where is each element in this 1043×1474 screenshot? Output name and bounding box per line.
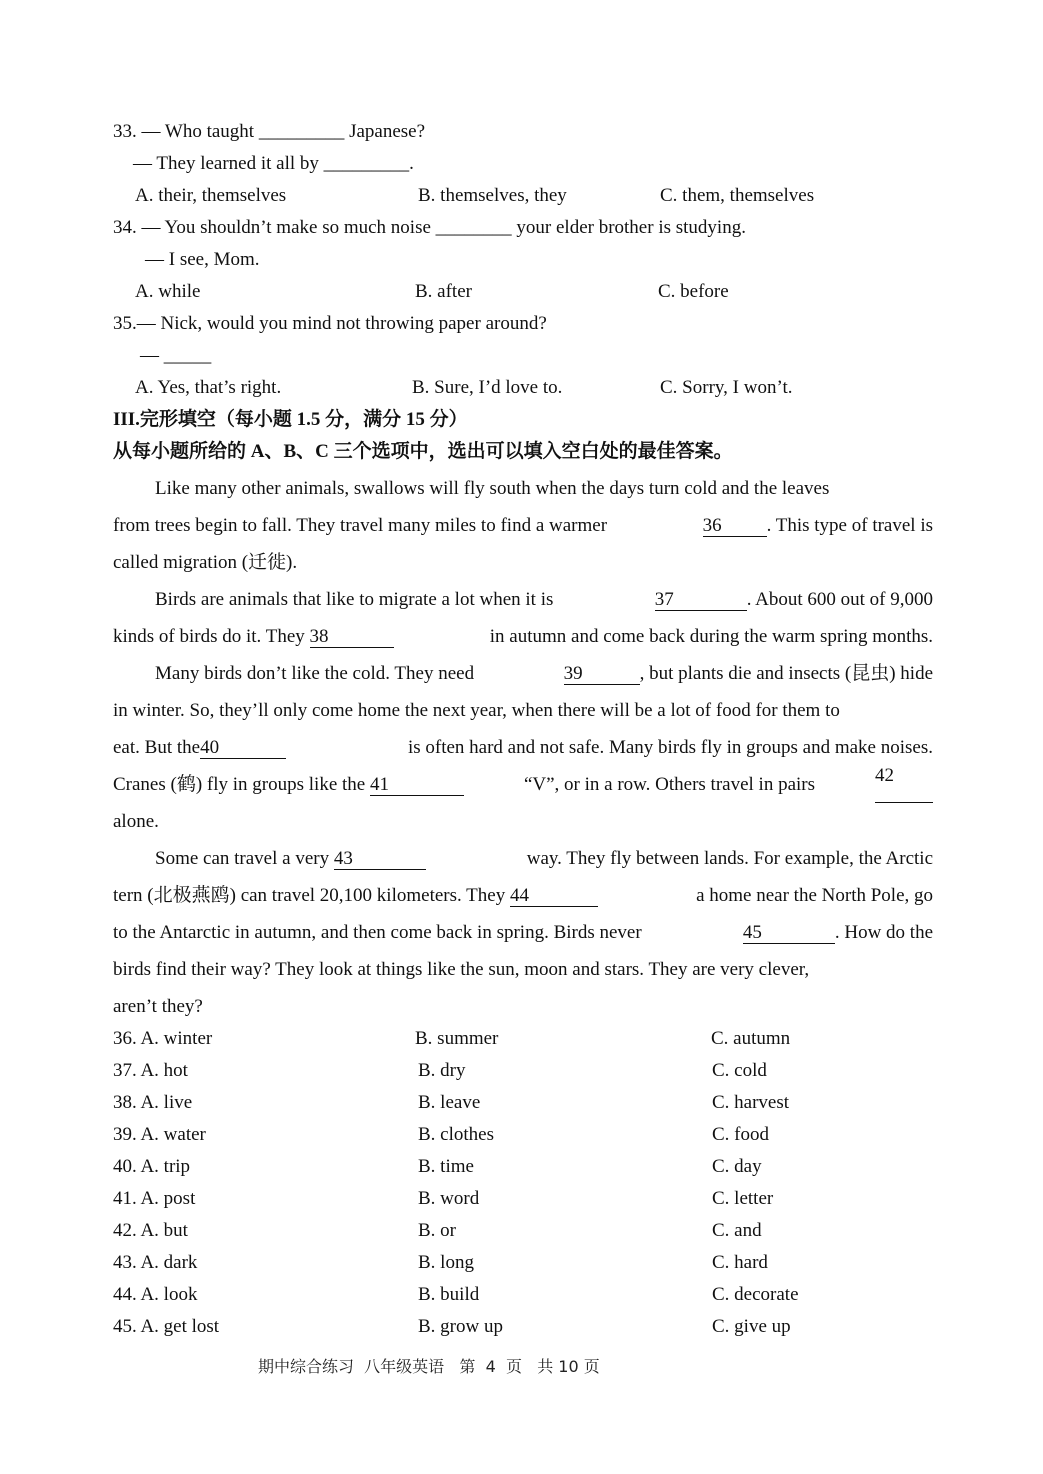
choice-36-b: B. summer [415,1028,499,1049]
passage-text: Some can travel a very [155,848,330,869]
choice-42-a: 42. A. but [113,1220,188,1241]
passage-line [113,729,933,766]
choice-44-b: B. build [418,1284,480,1305]
passage-line [113,988,933,1025]
choice-39-a: 39. A. water [113,1124,206,1145]
passage-text: . About 600 out of 9,000 [746,589,933,610]
choice-41-c: C. letter [712,1188,774,1209]
question-35-option-b: B. Sure, I’d love to. [412,377,563,398]
passage-line [113,470,933,507]
choice-43-b: B. long [418,1252,474,1273]
passage-line [113,507,933,544]
passage-line [113,618,933,655]
question-35-stem: 35.— Nick, would you mind not throwing paper around? [113,313,547,334]
choice-40-a: 40. A. trip [113,1156,191,1177]
choice-38-c: C. harvest [712,1092,790,1113]
passage-text: . How do the [834,922,933,943]
question-34-reply: — I see, Mom. [145,249,260,270]
blank-43: 43 [334,849,426,870]
passage-text: , but plants die and insects (昆虫) hide [639,663,933,684]
question-35-option-c: C. Sorry, I won’t. [660,377,793,398]
question-34-option-c: C. before [658,281,729,302]
blank-37: 37 [655,590,747,611]
choice-36-c: C. autumn [711,1028,791,1049]
blank-40: 40 [200,738,286,759]
passage-text: birds find their way? They look at things like the sun, moon and stars. They are very clever, [113,959,810,980]
choice-45-b: B. grow up [418,1316,503,1337]
choice-44-a: 44. A. look [113,1284,198,1305]
passage-text: a home near the North Pole, go [696,885,933,906]
blank-45: 45 [743,923,835,944]
passage-line [113,877,933,914]
choice-42-b: B. or [418,1220,456,1241]
passage-text: kinds of birds do it. They [113,626,305,647]
blank-36: 36 [703,516,767,537]
section-instruction: 从每小题所给的 A、B、C 三个选项中，选出可以填入空白处的最佳答案。 [113,441,733,462]
cloze-passage [113,470,933,1025]
passage-line [113,840,933,877]
choice-38-b: B. leave [418,1092,481,1113]
choice-36-a: 36. A. winter [113,1028,213,1049]
passage-text: way. They fly between lands. For example, the Arctic [526,848,933,869]
choice-45-a: 45. A. get lost [113,1316,220,1337]
passage-text: Many birds don’t like the cold. They need [155,663,475,684]
passage-text: from trees begin to fall. They travel many miles to find a warmer [113,515,608,536]
passage-text: Birds are animals that like to migrate a lot when it is [155,589,554,610]
passage-text: . This type of travel is [766,515,933,536]
choice-43-a: 43. A. dark [113,1252,198,1273]
passage-text: in autumn and come back during the warm spring months. [489,626,933,647]
passage-text: aren’t they? [113,996,203,1017]
blank-41: 41 [370,775,464,796]
passage-line [113,581,933,618]
passage-line [113,692,933,729]
choice-37-a: 37. A. hot [113,1060,188,1081]
passage-line [113,803,933,840]
passage-text: tern (北极燕鸥) can travel 20,100 kilometers. They [113,885,506,906]
section-title: III.完形填空（每小题 1.5 分，满分 15 分） [113,409,468,430]
passage-text: called migration (迁徙). [113,552,298,573]
question-35-option-a: A. Yes, that’s right. [135,377,282,398]
passage-text: “V”, or in a row. Others travel in pairs [523,774,816,795]
passage-text: alone. [113,811,159,832]
choice-37-b: B. dry [418,1060,466,1081]
passage-line [113,655,933,692]
choice-41-a: 41. A. post [113,1188,196,1209]
passage-text: in winter. So, they’ll only come home the next year, when there will be a lot of food for them to [113,700,840,721]
passage-text: eat. But the [113,737,201,758]
passage-line [113,914,933,951]
blank-38: 38 [310,627,394,648]
passage-text: is often hard and not safe. Many birds fly in groups and make noises. [407,737,933,758]
choice-45-c: C. give up [712,1316,791,1337]
passage-line [113,766,933,803]
choice-39-c: C. food [712,1124,769,1145]
passage-text: Cranes (鹤) fly in groups like the [113,774,366,795]
passage-line [113,544,933,581]
blank-42: 42 [875,766,933,803]
choice-38-a: 38. A. live [113,1092,193,1113]
blank-44: 44 [510,886,598,907]
choice-40-c: C. day [712,1156,762,1177]
choice-41-b: B. word [418,1188,480,1209]
choice-42-c: C. and [712,1220,762,1241]
choice-40-b: B. time [418,1156,474,1177]
question-35-reply: — _____ [140,345,212,366]
blank-39: 39 [564,664,640,685]
question-33-option-b: B. themselves, they [418,185,567,206]
passage-text: Like many other animals, swallows will fly south when the days turn cold and the leaves [155,478,830,499]
question-34-option-a: A. while [135,281,201,302]
passage-line [113,951,933,988]
choice-39-b: B. clothes [418,1124,494,1145]
question-34-stem: 34. — You shouldn’t make so much noise ________ your elder brother is studying. [113,217,746,238]
page-footer: 期中综合练习 八年级英语 第 4 页 共 10 页 [258,1357,600,1376]
question-33-reply: — They learned it all by _________. [133,153,414,174]
question-34-option-b: B. after [415,281,472,302]
question-33-option-a: A. their, themselves [135,185,287,206]
question-33-option-c: C. them, themselves [660,185,815,206]
choice-44-c: C. decorate [712,1284,799,1305]
passage-text: to the Antarctic in autumn, and then come back in spring. Birds never [113,922,642,943]
choice-37-c: C. cold [712,1060,767,1081]
question-33-stem: 33. — Who taught _________ Japanese? [113,121,426,142]
choice-43-c: C. hard [712,1252,768,1273]
